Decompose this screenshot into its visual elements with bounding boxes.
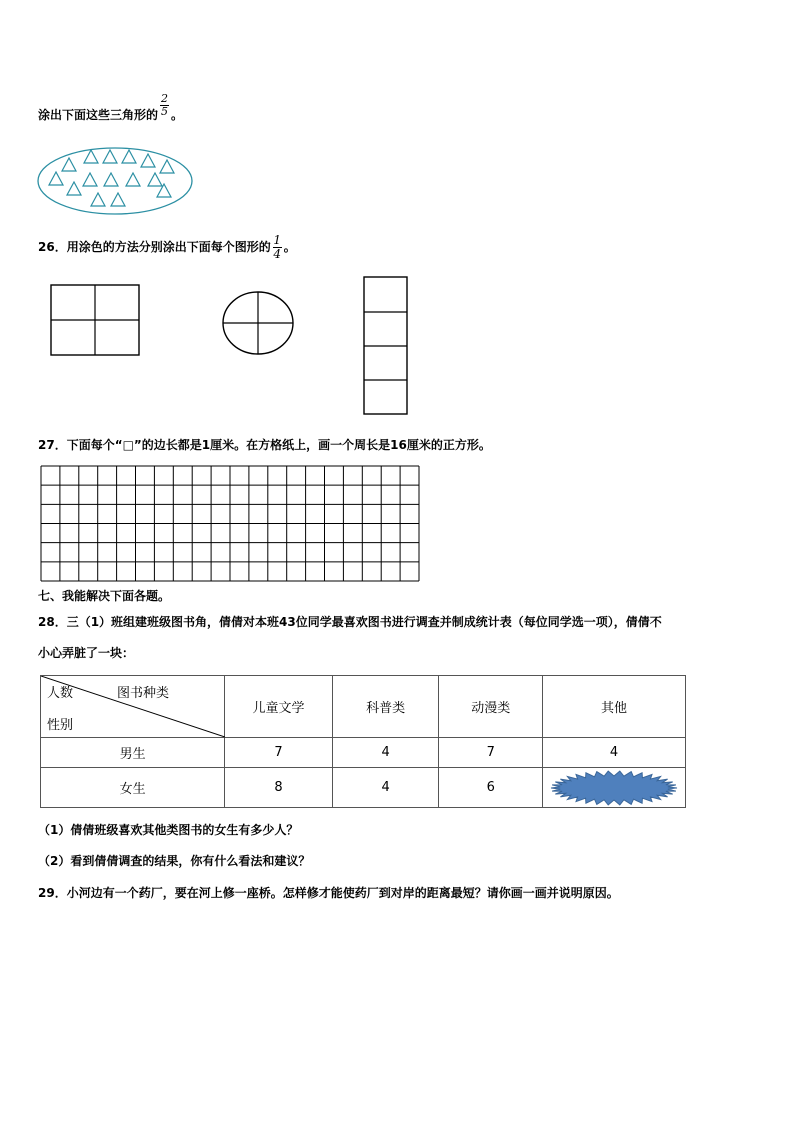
q26-prompt	[38, 234, 296, 261]
row-label-girls: 女生	[41, 768, 225, 808]
table-cell: 6	[439, 768, 543, 808]
q25-prompt	[38, 92, 184, 128]
col-header-comics: 动漫类	[439, 676, 543, 738]
q26-text: 26．用涂色的方法分别涂出下面每个图形的	[38, 240, 271, 254]
q27-grid-paper[interactable]	[40, 465, 420, 582]
col-header-science: 科普类	[332, 676, 439, 738]
table-row	[41, 738, 686, 768]
triangle-icon[interactable]	[122, 150, 136, 163]
triangle-icon[interactable]	[49, 172, 63, 185]
q25-text-after: 。	[171, 108, 184, 122]
q25-frac-num: 2	[161, 92, 169, 105]
corner-people-label: 人数	[47, 686, 74, 701]
triangle-icon[interactable]	[91, 193, 105, 206]
section-7-title: 七、我能解决下面各题。	[38, 589, 171, 603]
q26-circle-figure	[220, 289, 296, 357]
book-survey-table	[40, 675, 686, 808]
table-cell: 8	[225, 768, 333, 808]
corner-gender-label: 性别	[47, 718, 74, 733]
triangle-icon[interactable]	[160, 160, 174, 173]
q25-frac-den: 5	[161, 105, 169, 118]
table-cell: 7	[225, 738, 333, 768]
triangle-icon[interactable]	[83, 173, 97, 186]
triangle-icon[interactable]	[141, 154, 155, 167]
triangle-icon[interactable]	[103, 150, 117, 163]
q25-fraction	[160, 93, 169, 118]
triangle-icon[interactable]	[148, 173, 162, 186]
triangle-icon[interactable]	[126, 173, 140, 186]
q28-line2: 小心弄脏了一块：	[38, 646, 135, 660]
q26-text-after: 。	[283, 240, 296, 254]
q26-strip-figure	[362, 275, 410, 417]
triangle-icon[interactable]	[67, 182, 81, 195]
table-corner-cell	[41, 676, 225, 738]
q28-sub2: （2）看到倩倩调查的结果，你有什么看法和建议？	[38, 854, 311, 868]
col-header-other: 其他	[543, 676, 686, 738]
triangle-icon[interactable]	[62, 158, 76, 171]
q26-frac-num: 1	[273, 233, 282, 247]
col-header-children-lit: 儿童文学	[225, 676, 333, 738]
table-cell: 4	[332, 738, 439, 768]
triangle-icon[interactable]	[104, 173, 118, 186]
q25-text: 涂出下面这些三角形的	[38, 108, 159, 122]
q28-line1: 28．三（1）班组建班级图书角，倩倩对本班43位同学最喜欢图书进行调查并制成统计表（每位同学选一项），倩倩不	[38, 615, 662, 629]
q27-prompt: 27．下面每个“□”的边长都是1厘米。在方格纸上，画一个周长是16厘米的正方形。	[38, 438, 491, 452]
table-cell: 7	[439, 738, 543, 768]
q28-sub1: （1）倩倩班级喜欢其他类图书的女生有多少人？	[38, 823, 299, 837]
row-label-boys: 男生	[41, 738, 225, 768]
table-row	[41, 768, 686, 808]
ink-blot-icon	[550, 770, 678, 806]
triangle-icon[interactable]	[84, 150, 98, 163]
table-cell-smudged	[543, 768, 686, 808]
table-cell: 4	[332, 768, 439, 808]
corner-category-label: 图书种类	[117, 686, 170, 701]
q26-fraction	[273, 234, 282, 261]
q29-prompt: 29．小河边有一个药厂，要在河上修一座桥。怎样修才能使药厂到对岸的距离最短？请你画一画并说明原因。	[38, 886, 619, 900]
q26-square-figure	[50, 284, 142, 358]
q26-frac-den: 4	[273, 247, 282, 261]
q25-triangle-oval	[36, 145, 196, 217]
table-cell: 4	[543, 738, 686, 768]
triangle-icon[interactable]	[111, 193, 125, 206]
